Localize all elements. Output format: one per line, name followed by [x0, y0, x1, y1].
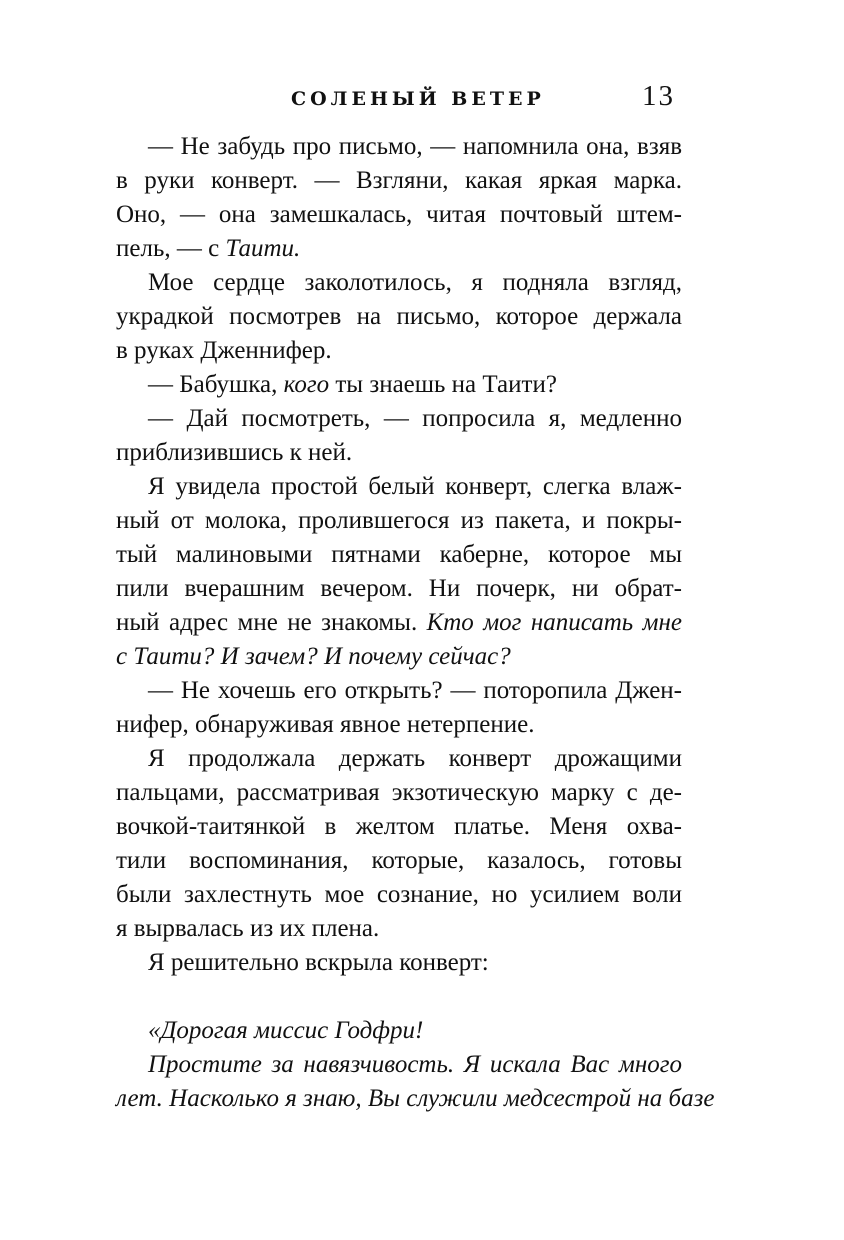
text-line	[116, 470, 682, 504]
text-line	[116, 912, 682, 946]
text-run: вочкой-таитянкой в желтом платье. Меня охва-	[116, 813, 682, 840]
text-line	[116, 606, 682, 640]
paragraphs-paragraph	[116, 946, 682, 980]
text-run: тый малиновыми пятнами каберне, которое мы	[116, 541, 682, 568]
text-line	[116, 674, 682, 708]
text-line	[116, 266, 682, 300]
paragraphs-paragraph	[116, 674, 682, 742]
text-run: пальцами, рассматривая экзотическую марку с де-	[116, 779, 682, 806]
italic-run: «Дорогая миссис Годфри!	[148, 1017, 424, 1044]
text-run: ный от молока, пролившегося из пакета, и покры-	[116, 507, 682, 534]
text-line	[116, 776, 682, 810]
text-run: ный адрес мне не знакомы.	[116, 609, 427, 636]
paragraphs-paragraph	[116, 368, 682, 402]
blank-line	[116, 980, 682, 1014]
running-title: СОЛЕНЫЙ ВЕТЕР	[291, 88, 545, 110]
italic-run: лет. Насколько я знаю, Вы служили медсестрой на базе	[116, 1085, 715, 1112]
text-line	[116, 1082, 715, 1116]
text-run: украдкой посмотрев на письмо, которое держала	[116, 303, 682, 330]
text-line	[116, 504, 682, 538]
text-line	[116, 708, 682, 742]
text-line	[116, 198, 682, 232]
text-line	[116, 538, 682, 572]
paragraphs-paragraph	[116, 402, 682, 470]
italic-run: кого	[283, 371, 330, 398]
italic-run: Простите за навязчивость. Я искала Вас много	[148, 1051, 682, 1078]
italic-run: Таити.	[225, 235, 301, 262]
text-line	[116, 878, 682, 912]
text-run: в руки конверт. — Взгляни, какая яркая марка.	[116, 167, 682, 194]
paragraphs-paragraph	[116, 266, 682, 368]
text-line	[116, 844, 682, 878]
text-line	[116, 810, 682, 844]
text-run: были захлестнуть мое сознание, но усилием воли	[116, 881, 682, 908]
text-run: Я решительно вскрыла конверт:	[148, 949, 489, 976]
text-run: нифер, обнаруживая явное нетерпение.	[116, 711, 535, 738]
text-run: — Не забудь про письмо, — напомнила она, взяв	[148, 133, 682, 160]
text-run: Я увидела простой белый конверт, слегка влаж-	[148, 473, 682, 500]
text-line	[116, 402, 682, 436]
text-line	[116, 164, 682, 198]
text-run: пили вчерашним вечером. Ни почерк, ни обрат-	[116, 575, 682, 602]
text-line	[116, 368, 682, 402]
text-line	[116, 436, 682, 470]
text-run: тили воспоминания, которые, казалось, готовы	[116, 847, 682, 874]
paragraphs-paragraph	[116, 470, 682, 674]
body-text	[116, 130, 715, 1116]
text-run: Оно, — она замешкалась, читая почтовый штем-	[116, 201, 682, 228]
text-run: — Не хочешь его открыть? — поторопила Джен-	[148, 677, 682, 704]
text-line	[116, 572, 682, 606]
letter-paragraph	[116, 1014, 682, 1048]
paragraphs-paragraph	[116, 742, 682, 946]
text-run: — Дай посмотреть, — попросила я, медленно	[148, 405, 682, 432]
text-run: пель, — с	[116, 235, 226, 262]
text-run: в руках Дженнифер.	[116, 337, 332, 364]
text-run: я вырвалась из их плена.	[116, 915, 380, 942]
text-line	[116, 946, 682, 980]
italic-run: Кто мог написать мне	[426, 609, 682, 636]
text-run: приблизившись к ней.	[116, 439, 353, 466]
text-line	[116, 334, 682, 368]
text-line	[116, 742, 682, 776]
text-run: — Бабушка,	[148, 371, 284, 398]
text-run: Мое сердце заколотилось, я подняла взгляд,	[148, 269, 682, 296]
text-line	[116, 640, 682, 674]
letter-paragraph	[116, 1048, 715, 1116]
italic-run: с Таити? И зачем? И почему сейчас?	[116, 643, 511, 670]
paragraphs-paragraph	[116, 130, 682, 266]
text-line	[116, 1048, 682, 1082]
text-run: ты знаешь на Таити?	[329, 371, 557, 398]
page-number: 13	[642, 80, 675, 112]
text-line	[116, 1014, 682, 1048]
text-line	[116, 130, 682, 164]
text-line	[116, 232, 682, 266]
text-line	[116, 300, 682, 334]
text-run: Я продолжала держать конверт дрожащими	[148, 745, 682, 772]
